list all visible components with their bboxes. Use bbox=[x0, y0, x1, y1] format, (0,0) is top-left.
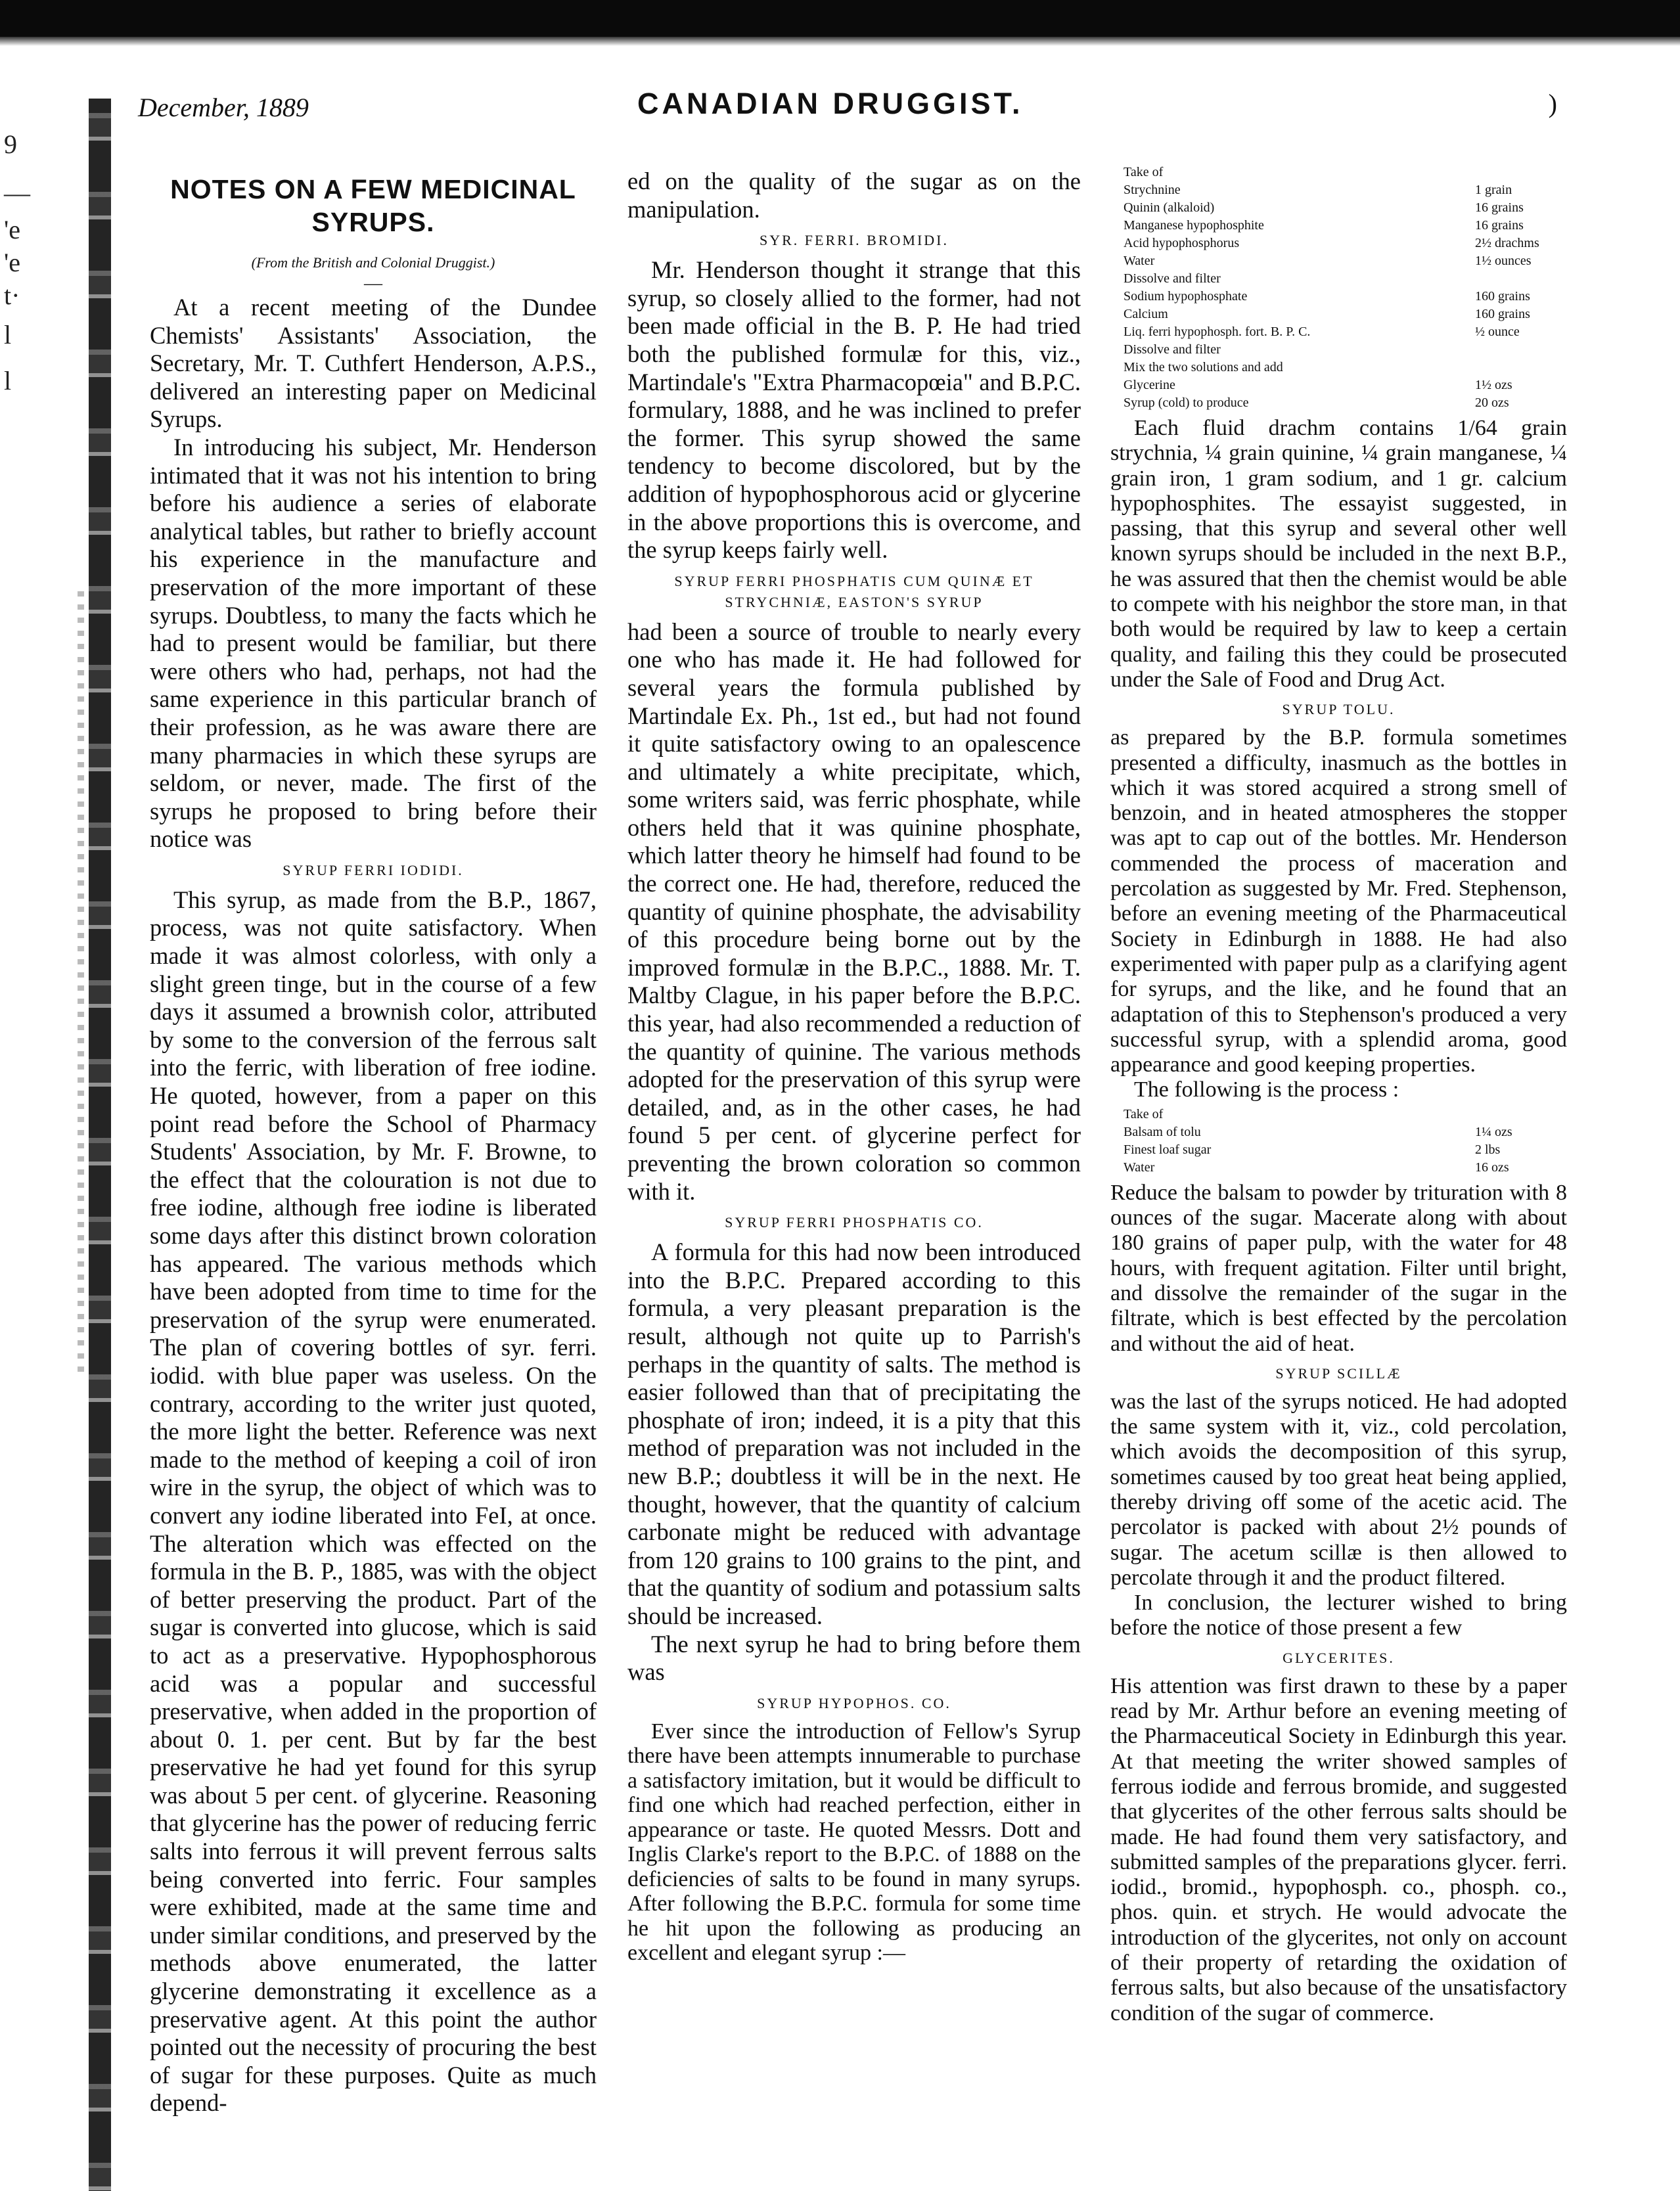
article-source: (From the British and Colonial Druggist.) bbox=[251, 254, 495, 271]
column-2 bbox=[627, 168, 1081, 1966]
margin-mark: 9 bbox=[4, 129, 17, 159]
paragraph: had been a source of trouble to nearly every one who has made it. He had followed for several years the formula published by Martindale Ex. Ph., 1st ed., but had not found it quite satisfactory owing to an opalescence and ultimately a white precipitate, which, some writers said, was ferric phosphate, while others held that it was quinine phosphate, which latter theory he himself had found to be the correct one. He had, therefore, reduced the quantity of quinine phosphate, the advisability of this procedure being borne out by the improved formulæ in the B.P.C., 1888. Mr. T. Maltby Clague, in his paper before the B.P.C. this year, had also recommended a reduction of the quantity of quinine. The various methods adopted for the preservation of this syrup were detailed, and, as in the other cases, he had found 5 per cent. of glycerine perfect for preventing the brown coloration so common with it. bbox=[627, 618, 1081, 1205]
recipe-row bbox=[1110, 235, 1567, 252]
recipe-row bbox=[1110, 394, 1567, 412]
recipe-row bbox=[1110, 359, 1567, 376]
recipe-row bbox=[1110, 1159, 1567, 1177]
recipe-hypophos bbox=[1110, 164, 1567, 412]
recipe-quantity: 160 grains bbox=[1475, 307, 1530, 321]
scan-binding-edge bbox=[89, 99, 111, 2191]
paragraph: was the last of the syrups noticed. He had adopted the same system with it, viz., cold percolation, which avoids the decomposition of this syrup, sometimes caused by too great heat being applied, thereby driving off some of the acetic acid. The percolator is packed with about 2½ pounds of sugar. The acetum scillæ is then allowed to percolate through it and the product filtered. bbox=[1110, 1389, 1567, 1590]
margin-mark: 'e bbox=[4, 248, 20, 277]
recipe-quantity: 2½ drachms bbox=[1475, 236, 1539, 250]
running-header bbox=[138, 84, 1570, 130]
recipe-quantity: 16 ozs bbox=[1475, 1160, 1509, 1175]
title-rule: — bbox=[364, 273, 382, 294]
recipe-item: Acid hypophosphorus bbox=[1124, 236, 1240, 250]
recipe-item: Sodium hypophosphate bbox=[1124, 289, 1248, 304]
recipe-row bbox=[1110, 1141, 1567, 1159]
margin-mark: t· bbox=[4, 281, 20, 310]
section-heading: SYRUP FERRI PHOSPHATIS CUM QUINÆ ET STRYCHNIÆ, EASTON'S SYRUP bbox=[674, 572, 1034, 610]
scan-top-shadow bbox=[0, 37, 1680, 46]
recipe-item: Water bbox=[1124, 1160, 1155, 1175]
recipe-item: Calcium bbox=[1124, 307, 1168, 321]
paragraph: A formula for this had now been introduced into the B.P.C. Prepared according to this formula, a very pleasant preparation is the result, although not quite up to Parrish's perhaps in the quantity of salts. The method is easier followed than that of precipitating the phosphate of iron; indeed, it is a pity that this method of preparation was not included in the new B.P.; doubtless it will be in the next. He thought, however, that the quantity of calcium carbonate might be reduced with advantage from 120 grains to 100 grains to the pint, and that the quantity of sodium and potassium salts should be increased. bbox=[627, 1238, 1081, 1629]
recipe-quantity bbox=[1475, 359, 1567, 376]
recipe-quantity: 160 grains bbox=[1475, 289, 1530, 304]
recipe-item: Water bbox=[1124, 254, 1155, 268]
section-heading: SYRUP FERRI IODIDI. bbox=[283, 861, 464, 878]
recipe-row bbox=[1110, 217, 1567, 235]
recipe-item: Dissolve and filter bbox=[1124, 271, 1221, 286]
paragraph: Ever since the introduction of Fellow's Syrup there have been attempts innumerable to purchase a satisfactory imitation, but it would be difficult to find one which had reached perfection, either in appearance or taste. He quoted Messrs. Dott and Inglis Clarke's report to the B.P.C. of 1888 on the deficiencies of salts to be found in many syrups. After following the B.P.C. formula for some time he hit upon the following as producing an excellent and elegant syrup :— bbox=[627, 1719, 1081, 1966]
paragraph: ed on the quality of the sugar as on the manipulation. bbox=[627, 168, 1081, 223]
recipe-row bbox=[1110, 288, 1567, 305]
section-heading: SYRUP TOLU. bbox=[1282, 701, 1396, 718]
recipe-tolu bbox=[1110, 1106, 1567, 1177]
recipe-quantity: 1¼ ozs bbox=[1475, 1124, 1512, 1139]
paragraph: Reduce the balsam to powder by trituration with 8 ounces of the sugar. Macerate along with about 180 grains of paper pulp, with the water for 48 hours, with frequent agitation. Filter until bright, and dissolve the remainder of the sugar in the filtrate, which is best effected by the percolation and without the aid of heat. bbox=[1110, 1180, 1567, 1356]
scan-gutter-noise bbox=[78, 591, 84, 1380]
article-title: NOTES ON A FEW MEDICINAL SYRUPS. bbox=[170, 174, 576, 237]
paragraph: as prepared by the B.P. formula sometimes presented a difficulty, inasmuch as the bottles in which it was stored acquired a strong smell of benzoin, and in heated atmospheres the stopper was apt to cap out of the bottles. Mr. Henderson commended the process of maceration and percolation as suggested by Mr. Fred. Stephenson, before an evening meeting of the Pharmaceutical Society in Edinburgh in 1888. He had also experimented with paper pulp as a clarifying agent for syrups, and the like, and he found that an adaptation of this to Stephenson's produced a very successful syrup, with a splendid aroma, good appearance and good keeping properties. bbox=[1110, 725, 1567, 1077]
recipe-item: Balsam of tolu bbox=[1124, 1124, 1201, 1139]
recipe-quantity: 2 lbs bbox=[1475, 1142, 1501, 1157]
recipe-item: Mix the two solutions and add bbox=[1124, 360, 1283, 374]
recipe-quantity: 1½ ounces bbox=[1475, 254, 1532, 268]
recipe-row bbox=[1110, 305, 1567, 323]
paragraph: Each fluid drachm contains 1/64 grain strychnia, ¼ grain quinine, ¼ grain manganese, ¼ grain iron, 1 gram sodium, and 1 gr. calcium hypophosphites. The essayist suggested, in passing, that this syrup and several other well known syrups should be included in the next B.P., he was assured that then the chemist would be able to compete with his neighbor the store man, in that both would be required by law to keep a certain quality, and failing this they could be prosecuted under the Sale of Food and Drug Act. bbox=[1110, 416, 1567, 692]
recipe-quantity bbox=[1475, 164, 1567, 181]
recipe-row bbox=[1110, 1106, 1567, 1123]
paragraph: Mr. Henderson thought it strange that this syrup, so closely allied to the former, had not been made official in the B. P. He had tried both the published formulæ for this, viz., Martindale's "Extra Pharmacopœia" and B.P.C. formulary, 1888, and he was inclined to prefer the former. This syrup showed the same tendency to become discolored, but by the addition of hypophosphorous acid or glycerine in the above proportions this is overcome, and the syrup keeps fairly well. bbox=[627, 256, 1081, 564]
recipe-item: Syrup (cold) to produce bbox=[1124, 395, 1249, 410]
recipe-item: Take of bbox=[1124, 165, 1164, 179]
column-3 bbox=[1110, 161, 1567, 2026]
recipe-quantity: ½ ounce bbox=[1475, 325, 1520, 339]
section-heading: SYRUP SCILLÆ bbox=[1275, 1365, 1402, 1382]
recipe-quantity bbox=[1475, 341, 1567, 359]
recipe-item: Take of bbox=[1124, 1106, 1164, 1121]
page-number: ) bbox=[1548, 89, 1557, 118]
paragraph: His attention was first drawn to these by a paper read by Mr. Arthur before an evening meeting of the Pharmaceutical Society in Edinburgh this year. At that meeting the writer showed samples of ferrous iodide and ferrous bromide, and suggested that glycerites of the other ferrous salts should be made. He had found them very satisfactory, and submitted samples of the preparations glycer. ferri. iodid., bromid., hypophosph. co., phosph. co., phos. quin. et strych. He would advocate the introduction of the glycerites, not only on account of their property of retarding the oxidation of ferrous salts, but also because of the unsatisfactory condition of the sugar of commerce. bbox=[1110, 1673, 1567, 2025]
margin-mark: — bbox=[4, 178, 30, 208]
recipe-row bbox=[1110, 341, 1567, 359]
recipe-item: Liq. ferri hypophosph. fort. B. P. C. bbox=[1124, 325, 1311, 339]
recipe-quantity: 16 grains bbox=[1475, 218, 1524, 233]
paragraph: In conclusion, the lecturer wished to bring before the notice of those present a few bbox=[1110, 1591, 1567, 1640]
column-1 bbox=[150, 168, 597, 2117]
section-heading: SYR. FERRI. BROMIDI. bbox=[760, 232, 949, 249]
section-heading: SYRUP FERRI PHOSPHATIS CO. bbox=[725, 1214, 984, 1231]
recipe-row bbox=[1110, 323, 1567, 341]
margin-mark: 'e bbox=[4, 215, 20, 244]
recipe-row bbox=[1110, 270, 1567, 288]
recipe-quantity: 1 grain bbox=[1475, 183, 1512, 197]
section-heading: SYRUP HYPOPHOS. CO. bbox=[757, 1694, 951, 1711]
paragraph: The following is the process : bbox=[1134, 1077, 1399, 1102]
paragraph: This syrup, as made from the B.P., 1867, process, was not quite satisfactory. When made it was almost colorless, with only a slight green tinge, but in the course of a few days it assumed a brownish color, attributed by some to the conversion of the ferrous salt into the ferric, with liberation of free iodine. He quoted, however, from a paper on this point read before the School of Pharmacy Students' Association, by Mr. F. Browne, to the effect that the colouration is not due to free iodine, although free iodine is liberated some days after this distinct brown coloration has appeared. The various methods which have been adopted from time to time for the preservation of the syrup were enumerated. The plan of covering bottles of syr. ferri. iodid. with blue paper was useless. On the contrary, according to the writer just quoted, the more light the better. Reference was next made to the method of keeping a coil of iron wire in the syrup, the object of which was to convert any iodine liberated into FeI, at once. The alteration which was effected on the formula in the B. P., 1885, was with the object of better preserving the product. Part of the sugar is converted into glucose, which is said to act as a preservative. Hypophosphorous acid was a popular and successful preservative, when added in the proportion of about 0. 1. per cent. But by far the best preservative he had yet found for this syrup was about 5 per cent. of glycerine. Reasoning that glycerine has the power of reducing ferric salts into ferrous it will prevent ferrous salts being converted into ferric. Four samples were exhibited, made at the same time and under similar conditions, and preserved by the methods above enumerated, the latter glycerine demonstrating it excellence as a preservative agent. At this point the author pointed out the necessity of procuring the best of sugar for these purposes. Quite as much depend- bbox=[150, 886, 597, 2117]
scan-top-border bbox=[0, 0, 1680, 37]
paragraph: The next syrup he had to bring before them was bbox=[627, 1630, 1081, 1686]
recipe-item: Quinin (alkaloid) bbox=[1124, 200, 1215, 215]
recipe-row bbox=[1110, 199, 1567, 217]
recipe-quantity bbox=[1475, 270, 1567, 288]
margin-mark: l bbox=[4, 366, 12, 395]
journal-title: CANADIAN DRUGGIST. bbox=[637, 87, 1024, 120]
section-heading: GLYCERITES. bbox=[1283, 1649, 1395, 1666]
paragraph: In introducing his subject, Mr. Henderson intimated that it was not his intention to bring before his audience a series of elaborate analytical tables, but rather to briefly account his experience in the manufacture and preservation of the more important of these syrups. Doubtless, to many the facts which he had to present would be familiar, but there were others who had, perhaps, not had the same experience in this particular branch of their profession, as he was aware there are many pharmacies in which these syrups are seldom, or never, made. The first of the syrups he proposed to bring before their notice was bbox=[150, 433, 597, 853]
issue-date: December, 1889 bbox=[138, 93, 309, 122]
recipe-row bbox=[1110, 376, 1567, 394]
recipe-item: Finest loaf sugar bbox=[1124, 1142, 1212, 1157]
recipe-item: Manganese hypophosphite bbox=[1124, 218, 1264, 233]
recipe-quantity: 1½ ozs bbox=[1475, 378, 1512, 392]
recipe-row bbox=[1110, 181, 1567, 199]
recipe-quantity: 16 grains bbox=[1475, 200, 1524, 215]
recipe-item: Glycerine bbox=[1124, 378, 1175, 392]
recipe-row bbox=[1110, 252, 1567, 270]
recipe-quantity bbox=[1475, 1106, 1567, 1123]
recipe-quantity: 20 ozs bbox=[1475, 395, 1509, 410]
recipe-item: Strychnine bbox=[1124, 183, 1181, 197]
recipe-item: Dissolve and filter bbox=[1124, 342, 1221, 357]
recipe-row bbox=[1110, 1123, 1567, 1141]
paragraph: At a recent meeting of the Dundee Chemists' Assistants' Association, the Secretary, Mr. T. Cuthfert Henderson, A.P.S., delivered an interesting paper on Medicinal Syrups. bbox=[150, 294, 597, 433]
margin-mark: l bbox=[4, 320, 12, 350]
recipe-row bbox=[1110, 164, 1567, 181]
